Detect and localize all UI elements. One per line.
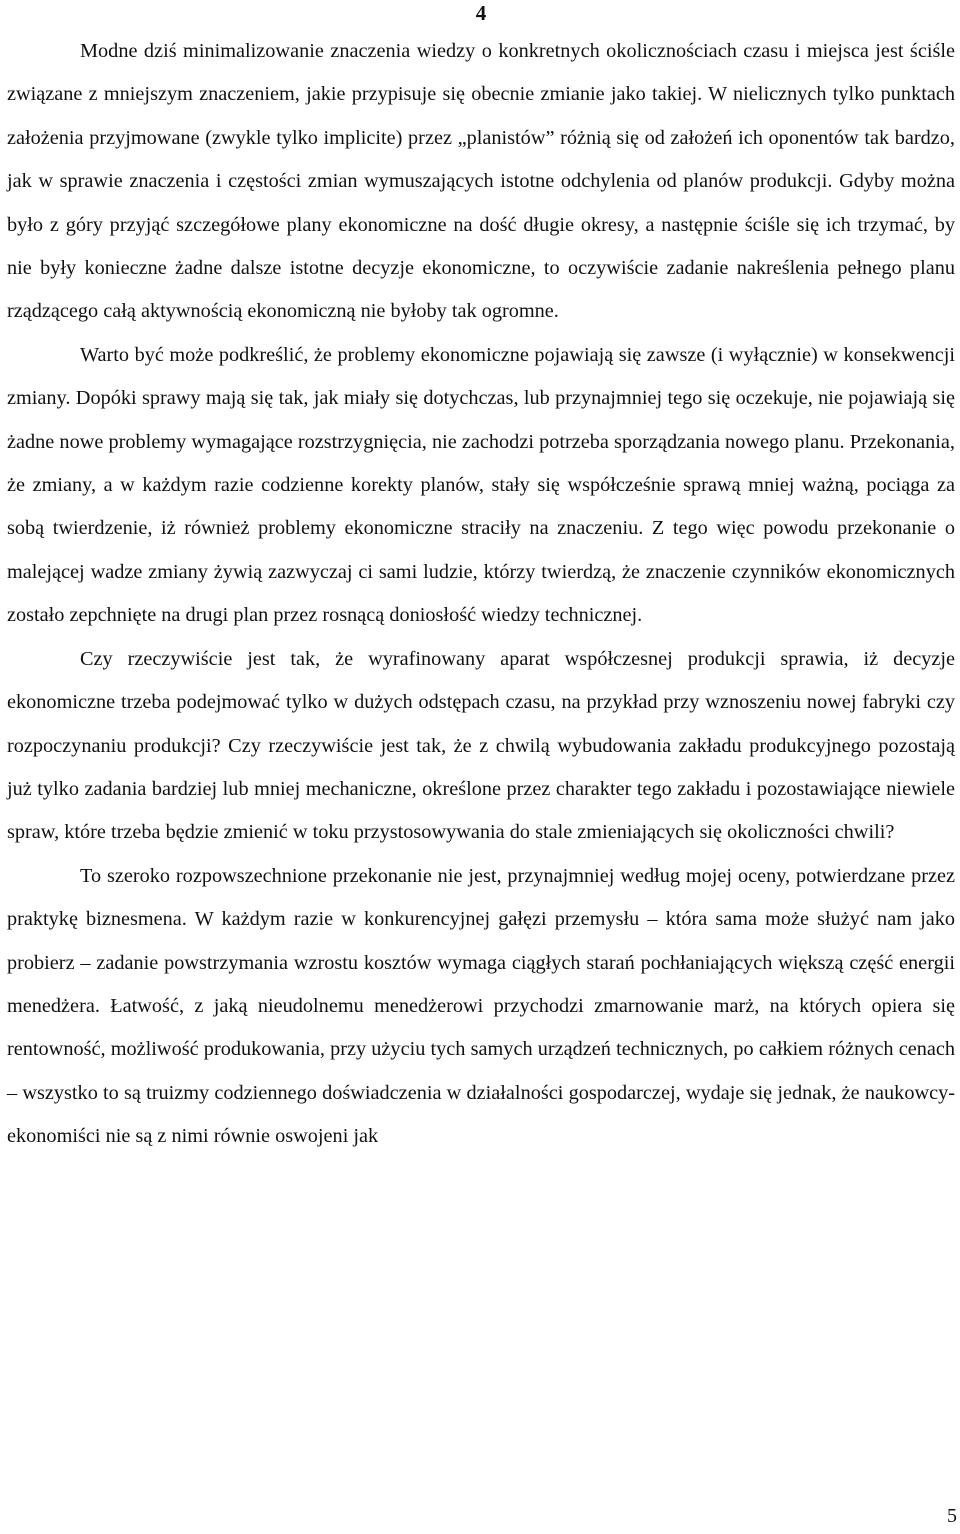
paragraph-3: Czy rzeczywiście jest tak, że wyrafinowany aparat współczesnej produkcji sprawia, iż decyzje ekonomiczne trzeba podejmować tylko w dużych odstępach czasu, na przykład przy wznoszeniu nowej fabryki czy rozpoczynaniu produkcji? Czy rzeczywiście jest tak, że z chwilą wybudowania zakładu produkcyjnego pozostają już tylko zadania bardziej lub mniej mechaniczne, określone przez charakter tego zakładu i pozostawiające niewiele spraw, które trzeba będzie zmienić w toku przystosowywania do stale zmieniających się okoliczności chwili? <box>7 647 955 844</box>
page-number-top: 4 <box>475 1 487 25</box>
page-number-bottom: 5 <box>947 1505 957 1527</box>
paragraph-4: To szeroko rozpowszechnione przekonanie nie jest, przynajmniej według mojej oceny, potwierdzane przez praktykę biznesmena. W każdym razie w konkurencyjnej gałęzi przemysłu – która sama może służyć nam jako probierz – zadanie powstrzymania wzrostu kosztów wymaga ciągłych starań pochłaniających większą część energii menedżera. Łatwość, z jaką nieudolnemu menedżerowi przychodzi zmarnowanie marż, na których opiera się rentowność, możliwość produkowania, przy użyciu tych samych urządzeń technicznych, po całkiem różnych cenach – wszystko to są truizmy codziennego doświadczenia w działalności gospodarczej, wydaje się jednak, że naukowcy-ekonomiści nie są z nimi równie oswojeni jak <box>7 864 955 1148</box>
paragraph-1: Modne dziś minimalizowanie znaczenia wiedzy o konkretnych okolicznościach czasu i miejsca jest ściśle związane z mniejszym znaczeniem, jakie przypisuje się obecnie zmianie jako takiej. W nielicznych tylko punktach założenia przyjmowane (zwykle tylko implicite) przez „planistów” różnią się od założeń ich oponentów tak bardzo, jak w sprawie znaczenia i częstości zmian wymuszających istotne odchylenia od planów produkcji. Gdyby można było z góry przyjąć szczegółowe plany ekonomiczne na dość długie okresy, a następnie ściśle się ich trzymać, by nie były konieczne żadne dalsze istotne decyzje ekonomiczne, to oczywiście zadanie nakreślenia pełnego planu rządzącego całą aktywnością ekonomiczną nie byłoby tak ogromne. <box>7 40 955 323</box>
body-text <box>7 30 955 1159</box>
paragraph-2: Warto być może podkreślić, że problemy ekonomiczne pojawiają się zawsze (i wyłącznie) w konsekwencji zmiany. Dopóki sprawy mają się tak, jak miały się dotychczas, lub przynajmniej tego się oczekuje, nie pojawiają się żadne nowe problemy wymagające rozstrzygnięcia, nie zachodzi potrzeba sporządzania nowego planu. Przekonania, że zmiany, a w każdym razie codzienne korekty planów, stały się współcześnie sprawą mniej ważną, pociąga za sobą twierdzenie, iż również problemy ekonomiczne straciły na znaczeniu. Z tego więc powodu przekonanie o malejącej wadze zmiany żywią zazwyczaj ci sami ludzie, którzy twierdzą, że znaczenie czynników ekonomicznych zostało zepchnięte na drugi plan przez rosnącą doniosłość wiedzy technicznej. <box>7 343 955 627</box>
